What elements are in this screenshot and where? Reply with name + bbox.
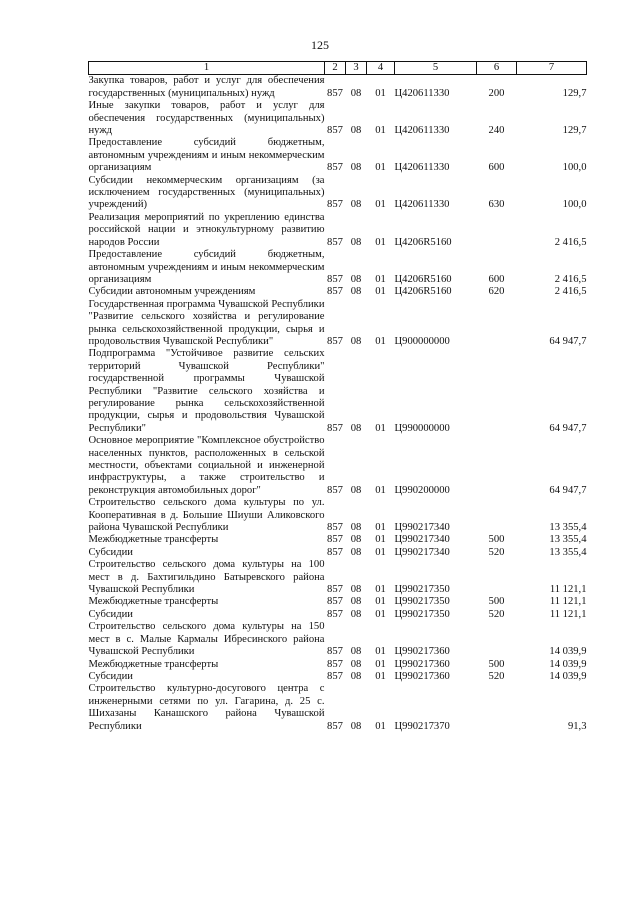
expense-type: 500 xyxy=(488,658,505,670)
table-row xyxy=(89,547,587,559)
expense-type xyxy=(477,559,517,596)
item-name: Предоставление субсидий бюджетным, автономным учреждениям и иным некоммерческим организациям xyxy=(88,137,325,174)
section-code: 08 xyxy=(350,546,362,558)
item-name: Субсидии некоммерческим организациям (за исключением государственных (муниципальных) учреждений) xyxy=(88,174,325,211)
column-number: 5 xyxy=(395,62,477,75)
column-number: 1 xyxy=(89,62,325,75)
subsection-code: 01 xyxy=(375,199,386,211)
amount: 2 416,5 xyxy=(554,273,587,285)
section-code: 08 xyxy=(350,422,362,434)
amount: 129,7 xyxy=(562,125,587,137)
expense-type xyxy=(477,621,517,658)
section-code: 08 xyxy=(350,87,362,99)
ministry-code: 857 xyxy=(327,162,343,174)
item-name: Межбюджетные трансферты xyxy=(88,596,219,608)
table-row xyxy=(89,559,587,596)
section-code: 08 xyxy=(350,335,362,347)
expense-type: 200 xyxy=(488,87,505,99)
table-row xyxy=(89,659,587,671)
amount: 11 121,1 xyxy=(549,584,587,596)
subsection-code: 01 xyxy=(375,422,386,434)
item-name: Закупка товаров, работ и услуг для обеспечения государственных (муниципальных) нужд xyxy=(88,75,325,99)
ministry-code: 857 xyxy=(327,273,343,285)
expense-type xyxy=(477,683,517,733)
item-name: Реализация мероприятий по укреплению единства российской нации и этнокультурному развитию народов России xyxy=(88,211,325,248)
amount: 13 355,4 xyxy=(549,546,587,558)
target-article: Ц990217370 xyxy=(394,720,450,732)
ministry-code: 857 xyxy=(327,658,343,670)
column-number: 4 xyxy=(367,62,395,75)
target-article: Ц990000000 xyxy=(394,422,450,434)
ministry-code: 857 xyxy=(327,546,343,558)
ministry-code: 857 xyxy=(327,608,343,620)
amount: 64 947,7 xyxy=(549,484,587,496)
section-code: 08 xyxy=(350,199,362,211)
section-code: 08 xyxy=(350,522,362,534)
target-article: Ц420611330 xyxy=(394,125,450,137)
table-row xyxy=(89,596,587,608)
subsection-code: 01 xyxy=(375,720,386,732)
subsection-code: 01 xyxy=(375,522,386,534)
table-row xyxy=(89,100,587,137)
item-name: Строительство сельского дома культуры на 100 мест в д. Бахтигильдино Батыревского района Чувашской Республики xyxy=(88,559,325,596)
target-article: Ц990200000 xyxy=(394,484,450,496)
subsection-code: 01 xyxy=(375,546,386,558)
column-number: 6 xyxy=(477,62,517,75)
expense-type: 600 xyxy=(488,273,505,285)
item-name: Государственная программа Чувашской Республики "Развитие сельского хозяйства и регулирование рынка сельскохозяйственной продукции, сырья и продовольствия Чувашской Республики" xyxy=(88,298,325,347)
expense-type: 630 xyxy=(488,199,505,211)
ministry-code: 857 xyxy=(327,596,343,608)
page-number: 125 xyxy=(311,38,329,52)
subsection-code: 01 xyxy=(375,596,386,608)
item-name: Строительство сельского дома культуры по ул. Кооперативная в д. Большие Шиуши Аликовского района Чувашской Республики xyxy=(88,497,325,534)
subsection-code: 01 xyxy=(375,670,386,682)
expense-type xyxy=(477,435,517,497)
item-name: Строительство культурно-досугового центра с инженерными сетями по ул. Гагарина, д. 25 с. Шихазаны Канашского района Чувашской Республики xyxy=(88,683,325,732)
item-name: Субсидии автономным учреждениям xyxy=(88,286,256,298)
table-row xyxy=(89,249,587,286)
expense-type: 520 xyxy=(488,670,505,682)
item-name: Субсидии xyxy=(88,608,133,620)
target-article: Ц990217350 xyxy=(394,584,450,596)
ministry-code: 857 xyxy=(327,646,343,658)
budget-table xyxy=(88,61,587,733)
section-code: 08 xyxy=(350,720,362,732)
target-article: Ц900000000 xyxy=(394,335,450,347)
subsection-code: 01 xyxy=(375,286,386,298)
target-article: Ц990217350 xyxy=(394,596,450,608)
item-name: Иные закупки товаров, работ и услуг для обеспечения государственных (муниципальных) нужд xyxy=(88,100,325,137)
amount: 2 416,5 xyxy=(554,236,587,248)
table-header xyxy=(89,62,587,75)
section-code: 08 xyxy=(350,670,362,682)
table-row xyxy=(89,137,587,174)
section-code: 08 xyxy=(350,584,362,596)
table-body xyxy=(89,75,587,733)
column-number: 3 xyxy=(346,62,367,75)
table-row xyxy=(89,435,587,497)
ministry-code: 857 xyxy=(327,534,343,546)
expense-type xyxy=(477,212,517,249)
target-article: Ц420611330 xyxy=(394,199,450,211)
ministry-code: 857 xyxy=(327,199,343,211)
item-name: Строительство сельского дома культуры на 150 мест в с. Малые Кармалы Ибресинского района Чувашской Республики xyxy=(88,621,325,658)
target-article: Ц990217340 xyxy=(394,522,450,534)
item-name: Субсидии xyxy=(88,546,133,558)
ministry-code: 857 xyxy=(327,125,343,137)
ministry-code: 857 xyxy=(327,584,343,596)
item-name: Межбюджетные трансферты xyxy=(88,534,219,546)
amount: 2 416,5 xyxy=(554,286,587,298)
amount: 64 947,7 xyxy=(549,335,587,347)
subsection-code: 01 xyxy=(375,534,386,546)
amount: 11 121,1 xyxy=(549,596,587,608)
item-name: Основное мероприятие "Комплексное обустройство населенных пунктов, расположенных в сельской местности, объектами социальной и инженерной инфраструктуры, а также строительство и реконструкция автомобильных дорог" xyxy=(88,435,325,496)
item-name: Субсидии xyxy=(88,670,133,682)
section-code: 08 xyxy=(350,125,362,137)
table-row xyxy=(89,609,587,621)
expense-type: 240 xyxy=(488,125,505,137)
table-row xyxy=(89,75,587,100)
ministry-code: 857 xyxy=(327,720,343,732)
subsection-code: 01 xyxy=(375,162,386,174)
expense-type: 600 xyxy=(488,162,505,174)
table-row xyxy=(89,212,587,249)
section-code: 08 xyxy=(350,596,362,608)
subsection-code: 01 xyxy=(375,608,386,620)
ministry-code: 857 xyxy=(327,484,343,496)
table-row xyxy=(89,671,587,683)
section-code: 08 xyxy=(350,534,362,546)
ministry-code: 857 xyxy=(327,522,343,534)
expense-type: 500 xyxy=(488,534,505,546)
section-code: 08 xyxy=(350,236,362,248)
table-row xyxy=(89,683,587,733)
target-article: Ц990217360 xyxy=(394,670,450,682)
expense-type: 520 xyxy=(488,546,505,558)
section-code: 08 xyxy=(350,162,362,174)
amount: 14 039,9 xyxy=(549,670,587,682)
subsection-code: 01 xyxy=(375,125,386,137)
target-article: Ц990217350 xyxy=(394,608,450,620)
amount: 91,3 xyxy=(567,720,587,732)
target-article: Ц4206R5160 xyxy=(394,286,452,298)
table-row xyxy=(89,175,587,212)
subsection-code: 01 xyxy=(375,584,386,596)
ministry-code: 857 xyxy=(327,286,343,298)
amount: 13 355,4 xyxy=(549,522,587,534)
ministry-code: 857 xyxy=(327,335,343,347)
subsection-code: 01 xyxy=(375,335,386,347)
amount: 14 039,9 xyxy=(549,658,587,670)
section-code: 08 xyxy=(350,273,362,285)
column-number: 7 xyxy=(517,62,587,75)
item-name: Подпрограмма "Устойчивое развитие сельских территорий Чувашской Республики" государственной программы Чувашской Республики "Развитие сельского хозяйства и регулирование рынка сельскохозяйственной продукции, сырья и продовольствия Чувашской Республики" xyxy=(88,348,325,434)
expense-type: 520 xyxy=(488,608,505,620)
table-row xyxy=(89,497,587,534)
target-article: Ц4206R5160 xyxy=(394,273,452,285)
section-code: 08 xyxy=(350,658,362,670)
expense-type xyxy=(477,299,517,349)
target-article: Ц990217340 xyxy=(394,546,450,558)
target-article: Ц990217340 xyxy=(394,534,450,546)
expense-type: 620 xyxy=(488,286,505,298)
target-article: Ц4206R5160 xyxy=(394,236,452,248)
amount: 100,0 xyxy=(562,199,587,211)
header-row xyxy=(89,62,587,75)
table-row xyxy=(89,534,587,546)
ministry-code: 857 xyxy=(327,236,343,248)
target-article: Ц420611330 xyxy=(394,162,450,174)
item-name: Межбюджетные трансферты xyxy=(88,658,219,670)
amount: 11 121,1 xyxy=(549,608,587,620)
column-number: 2 xyxy=(325,62,346,75)
expense-type xyxy=(477,497,517,534)
table-row xyxy=(89,348,587,435)
section-code: 08 xyxy=(350,286,362,298)
amount: 64 947,7 xyxy=(549,422,587,434)
section-code: 08 xyxy=(350,646,362,658)
ministry-code: 857 xyxy=(327,670,343,682)
section-code: 08 xyxy=(350,608,362,620)
table-row xyxy=(89,621,587,658)
subsection-code: 01 xyxy=(375,273,386,285)
target-article: Ц990217360 xyxy=(394,646,450,658)
amount: 14 039,9 xyxy=(549,646,587,658)
ministry-code: 857 xyxy=(327,87,343,99)
item-name: Предоставление субсидий бюджетным, автономным учреждениям и иным некоммерческим организациям xyxy=(88,249,325,285)
subsection-code: 01 xyxy=(375,658,386,670)
subsection-code: 01 xyxy=(375,646,386,658)
table-row xyxy=(89,299,587,349)
subsection-code: 01 xyxy=(375,484,386,496)
amount: 13 355,4 xyxy=(549,534,587,546)
subsection-code: 01 xyxy=(375,236,386,248)
expense-type xyxy=(477,348,517,435)
amount: 100,0 xyxy=(562,162,587,174)
table-row xyxy=(89,286,587,298)
target-article: Ц990217360 xyxy=(394,658,450,670)
expense-type: 500 xyxy=(488,596,505,608)
amount: 129,7 xyxy=(562,87,587,99)
subsection-code: 01 xyxy=(375,87,386,99)
target-article: Ц420611330 xyxy=(394,87,450,99)
ministry-code: 857 xyxy=(327,422,343,434)
section-code: 08 xyxy=(350,484,362,496)
